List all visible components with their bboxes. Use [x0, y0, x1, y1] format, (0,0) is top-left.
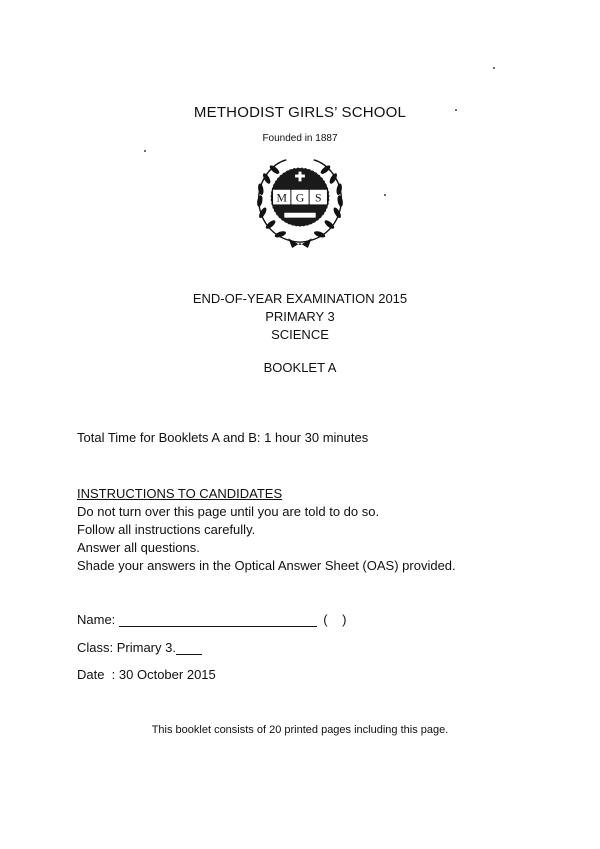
class-field-row — [77, 640, 202, 655]
school-name: METHODIST GIRLS’ SCHOOL — [193, 104, 407, 121]
crest-letter-s: S — [315, 191, 322, 205]
class-blank-line[interactable] — [176, 641, 202, 655]
founded-text: Founded in 1887 — [262, 133, 338, 144]
name-label: Name: — [77, 612, 116, 627]
instruction-item: Shade your answers in the Optical Answer Sheet (OAS) provided. — [77, 558, 456, 573]
register-number-blank[interactable]: ( ) — [323, 612, 347, 627]
scan-speck — [144, 150, 146, 152]
exam-heading — [0, 290, 600, 344]
instruction-item: Do not turn over this page until you are told to do so. — [77, 504, 380, 519]
school-crest-logo — [251, 152, 349, 250]
name-field-row — [77, 612, 346, 627]
class-label: Class: Primary 3. — [77, 640, 176, 655]
booklet-label: BOOKLET A — [263, 360, 337, 375]
exam-subject: SCIENCE — [271, 327, 329, 342]
scan-speck — [455, 109, 457, 111]
exam-level: PRIMARY 3 — [265, 309, 335, 324]
date-text: Date : 30 October 2015 — [77, 667, 216, 682]
instruction-item: Follow all instructions carefully. — [77, 522, 256, 537]
instructions-title: INSTRUCTIONS TO CANDIDATES — [77, 486, 283, 501]
instruction-item: Answer all questions. — [77, 540, 200, 555]
name-blank-line[interactable] — [119, 613, 317, 627]
exam-title: END-OF-YEAR EXAMINATION 2015 — [192, 291, 408, 306]
instructions-section — [77, 485, 456, 575]
page-count-footer: This booklet consists of 20 printed pages including this page. — [151, 724, 449, 736]
scan-speck — [493, 67, 495, 69]
scan-speck — [384, 194, 386, 196]
crest-letter-m: M — [276, 191, 287, 205]
crest-letter-g: G — [295, 191, 305, 205]
total-time-text: Total Time for Booklets A and B: 1 hour 30 minutes — [77, 430, 369, 445]
